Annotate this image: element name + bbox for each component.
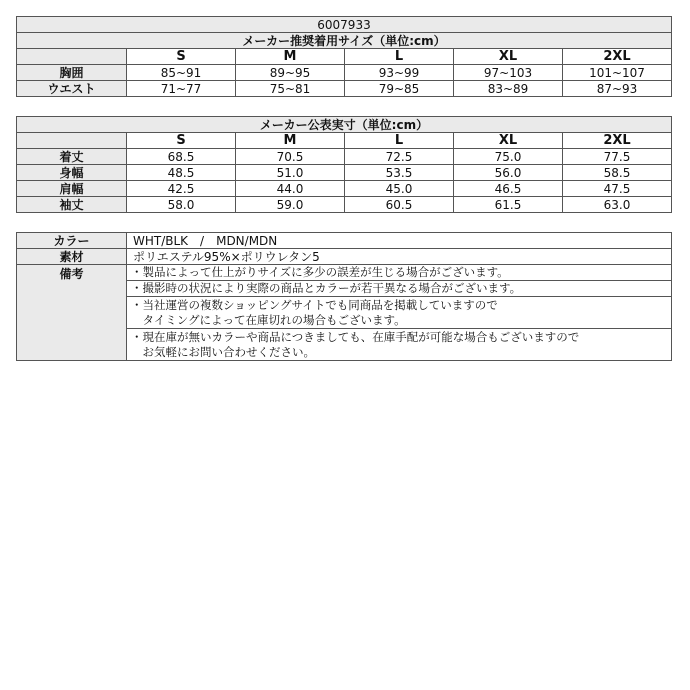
size-header: L (345, 49, 454, 65)
table-row (17, 249, 672, 265)
table-cell: 68.5 (127, 149, 236, 165)
table-row (17, 265, 672, 281)
corner-cell (17, 49, 127, 65)
row-label: 着丈 (17, 149, 127, 165)
size-header: XL (454, 49, 563, 65)
table-cell: 60.5 (345, 197, 454, 213)
table-cell: 56.0 (454, 165, 563, 181)
note-text: お気軽にお問い合わせください。 (131, 344, 315, 359)
note-text: ・撮影時の状況により実際の商品とカラーが若干異なる場合がございます。 (131, 281, 522, 295)
table-cell: 58.0 (127, 197, 236, 213)
color-value: WHT/BLK / MDN/MDN (127, 233, 672, 249)
table-cell: 51.0 (236, 165, 345, 181)
table-row (17, 181, 672, 197)
note-text: ・現在庫が無いカラーや商品につきましても、在庫手配が可能な場合もございますので (131, 329, 580, 344)
actual-size-table (16, 116, 672, 213)
table-cell: 97~103 (454, 65, 563, 81)
table-cell: 101~107 (563, 65, 672, 81)
table-cell: 59.0 (236, 197, 345, 213)
table-cell: 58.5 (563, 165, 672, 181)
size-header: M (236, 133, 345, 149)
table-cell: 93~99 (345, 65, 454, 81)
recommended-table-title: メーカー推奨着用サイズ（単位:cm） (17, 33, 672, 49)
table-cell: 47.5 (563, 181, 672, 197)
table-cell: 75.0 (454, 149, 563, 165)
row-label: 袖丈 (17, 197, 127, 213)
row-label: 胸囲 (17, 65, 127, 81)
table-cell: 53.5 (345, 165, 454, 181)
row-label: ウエスト (17, 81, 127, 97)
notes-label: 備考 (17, 265, 127, 361)
table-cell: 63.0 (563, 197, 672, 213)
size-header: 2XL (563, 49, 672, 65)
table-row (17, 81, 672, 97)
size-header: S (127, 133, 236, 149)
table-cell: 72.5 (345, 149, 454, 165)
material-value: ポリエステル95%×ポリウレタン5 (127, 249, 672, 265)
note-item (127, 297, 672, 329)
note-item (127, 265, 672, 281)
table-row (17, 149, 672, 165)
table-row (17, 197, 672, 213)
note-text: ・当社運営の複数ショッピングサイトでも同商品を掲載していますので (131, 297, 498, 312)
size-header: XL (454, 133, 563, 149)
table-row (17, 233, 672, 249)
table-cell: 75~81 (236, 81, 345, 97)
size-header: S (127, 49, 236, 65)
table-cell: 85~91 (127, 65, 236, 81)
table-cell: 48.5 (127, 165, 236, 181)
table-cell: 46.5 (454, 181, 563, 197)
color-label: カラー (17, 233, 127, 249)
table-cell: 87~93 (563, 81, 672, 97)
material-label: 素材 (17, 249, 127, 265)
table-row (17, 65, 672, 81)
size-header: M (236, 49, 345, 65)
corner-cell (17, 133, 127, 149)
table-cell: 83~89 (454, 81, 563, 97)
row-label: 身幅 (17, 165, 127, 181)
recommended-size-table (16, 16, 672, 97)
table-cell: 89~95 (236, 65, 345, 81)
row-label: 肩幅 (17, 181, 127, 197)
note-item (127, 281, 672, 297)
note-item (127, 329, 672, 361)
table-cell: 44.0 (236, 181, 345, 197)
note-text: ・製品によって仕上がりサイズに多少の誤差が生じる場合がございます。 (131, 265, 509, 279)
table-cell: 71~77 (127, 81, 236, 97)
table-cell: 61.5 (454, 197, 563, 213)
actual-table-title: メーカー公表実寸（単位:cm） (17, 117, 672, 133)
table-row (17, 165, 672, 181)
table-cell: 70.5 (236, 149, 345, 165)
size-header: 2XL (563, 133, 672, 149)
table-cell: 79~85 (345, 81, 454, 97)
product-code: 6007933 (17, 17, 672, 33)
table-cell: 42.5 (127, 181, 236, 197)
table-cell: 45.0 (345, 181, 454, 197)
product-info-table (16, 232, 672, 361)
size-header: L (345, 133, 454, 149)
table-cell: 77.5 (563, 149, 672, 165)
note-text: タイミングによって在庫切れの場合もございます。 (131, 312, 406, 327)
